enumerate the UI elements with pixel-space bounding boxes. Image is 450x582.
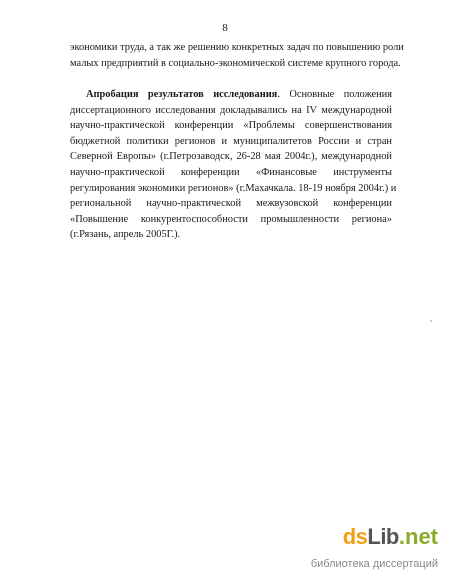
approbation-line-6: научно-практической конференции «Финансовые инструменты [70,166,392,178]
intro-paragraph [70,40,404,71]
intro-line-1: экономики труда, а так же решению конкретных задач по повышению роли [70,42,404,53]
logo-net: net [405,524,438,549]
dslib-logo[interactable] [343,524,438,550]
approbation-line-9: «Повышение конкурентоспособности промышленности региона» [70,213,392,225]
scan-speck [430,320,432,322]
approbation-first-line-rest: . Основные положения [277,89,392,100]
approbation-line-8: региональной научно-практической межвузовской конференции [70,198,392,210]
logo-ds: ds [342,524,368,549]
approbation-first-line [70,87,392,103]
approbation-line-5: Северной Европы» (г.Петрозаводск, 26-28 мая 2004г.), международной [70,151,392,163]
logo-subtitle: библиотека диссертаций [310,558,438,570]
intro-line-2: малых предприятий в социально-экономической системе крупного города. [70,57,401,69]
approbation-line-7: регулирования экономики регионов» (г.Махачкала. 18-19 ноября 2004г.) и [70,182,397,194]
page-number: 8 [222,22,228,34]
approbation-line-3: научно-практической конференции «Проблемы совершенствования [70,120,392,132]
approbation-paragraph [70,87,397,243]
logo-dot: . [398,524,405,549]
approbation-heading: Апробация результатов исследования [86,89,278,100]
approbation-line-10: (г.Рязань, апрель 2005Г.). [70,229,181,241]
logo-lib: Lib [367,524,399,549]
approbation-line-4: бюджетной политики регионов и муниципалитетов России и стран [70,135,392,147]
approbation-line-2: диссертационного исследования докладывались на IV международной [70,104,392,116]
